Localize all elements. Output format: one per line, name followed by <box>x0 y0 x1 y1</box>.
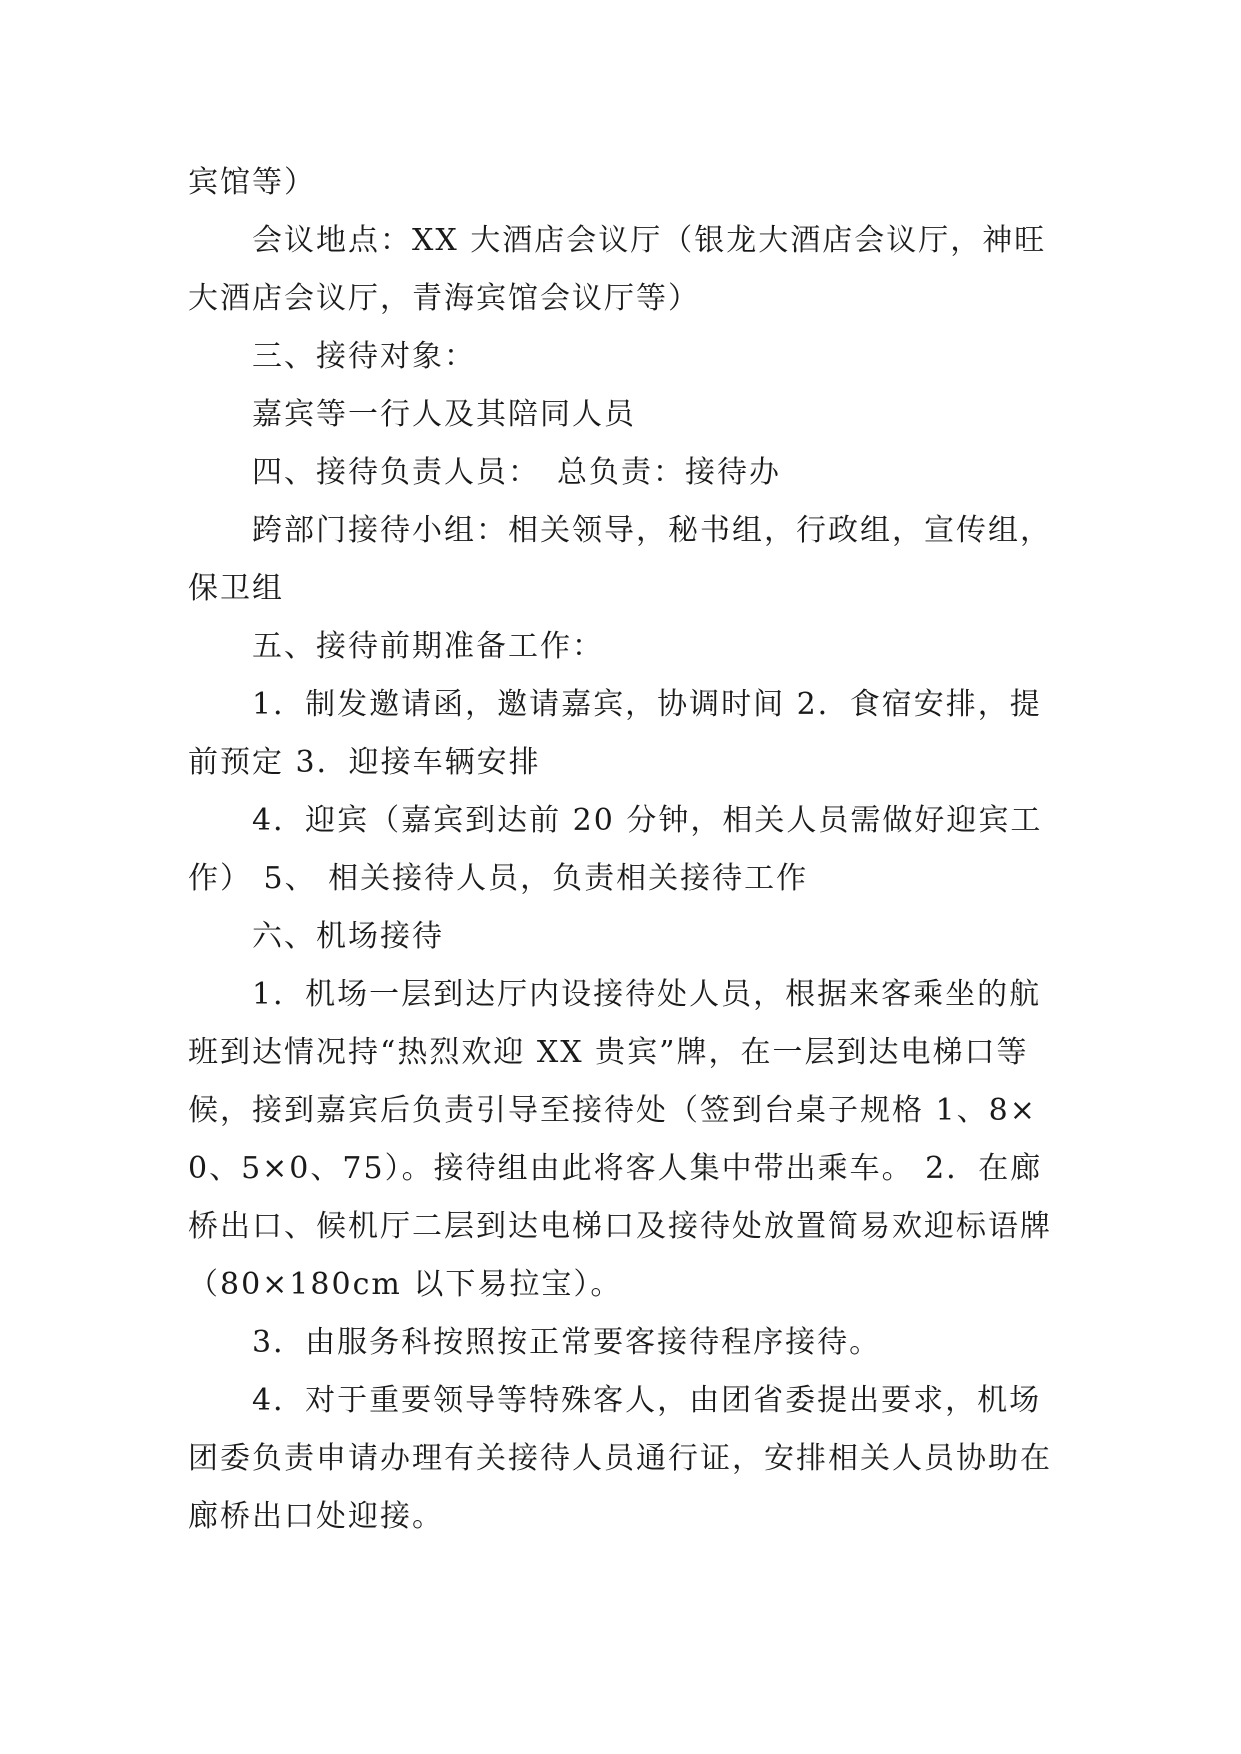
paragraph-team: 跨部门接待小组：相关领导，秘书组，行政组，宣传组，保卫组 <box>188 513 1052 606</box>
paragraph-airport-4: 4．对于重要领导等特殊客人，由团省委提出要求，机场团委负责申请办理有关接待人员通行证，安排相关人员协助在廊桥出口处迎接。 <box>188 1383 1052 1534</box>
paragraph-prep-items-4-5: 4．迎宾（嘉宾到达前 20 分钟，相关人员需做好迎宾工作） 5、 相关接待人员，负责相关接待工作 <box>188 803 1043 896</box>
document-body <box>188 154 1068 1546</box>
paragraph-venue: 会议地点：XX 大酒店会议厅（银龙大酒店会议厅，神旺大酒店会议厅，青海宾馆会议厅等） <box>188 223 1047 316</box>
heading-section-4: 四、接待负责人员： 总负责：接待办 <box>252 455 781 490</box>
paragraph-continuation: 宾馆等） <box>188 165 316 200</box>
paragraph-prep-items-1-3: 1．制发邀请函，邀请嘉宾，协调时间 2．食宿安排，提前预定 3．迎接车辆安排 <box>188 687 1042 780</box>
paragraph-airport-1-2: 1．机场一层到达厅内设接待处人员，根据来客乘坐的航班到达情况持“热烈欢迎 XX 贵宾”牌，在一层到达电梯口等候，接到嘉宾后负责引导至接待处（签到台桌子规格 1、8×0、5×0、75）。接待组由此将客人集中带出乘车。 2．在廊桥出口、候机厅二层到达电梯口及接待处放置简易欢迎标语牌（80×180cm 以下易拉宝）。 <box>188 977 1052 1302</box>
heading-section-6: 六、机场接待 <box>252 919 444 954</box>
heading-section-5: 五、接待前期准备工作： <box>252 629 604 664</box>
heading-section-3: 三、接待对象： <box>252 339 476 374</box>
paragraph-airport-3: 3．由服务科按照按正常要客接待程序接待。 <box>252 1325 882 1360</box>
paragraph-guests: 嘉宾等一行人及其陪同人员 <box>252 397 636 432</box>
